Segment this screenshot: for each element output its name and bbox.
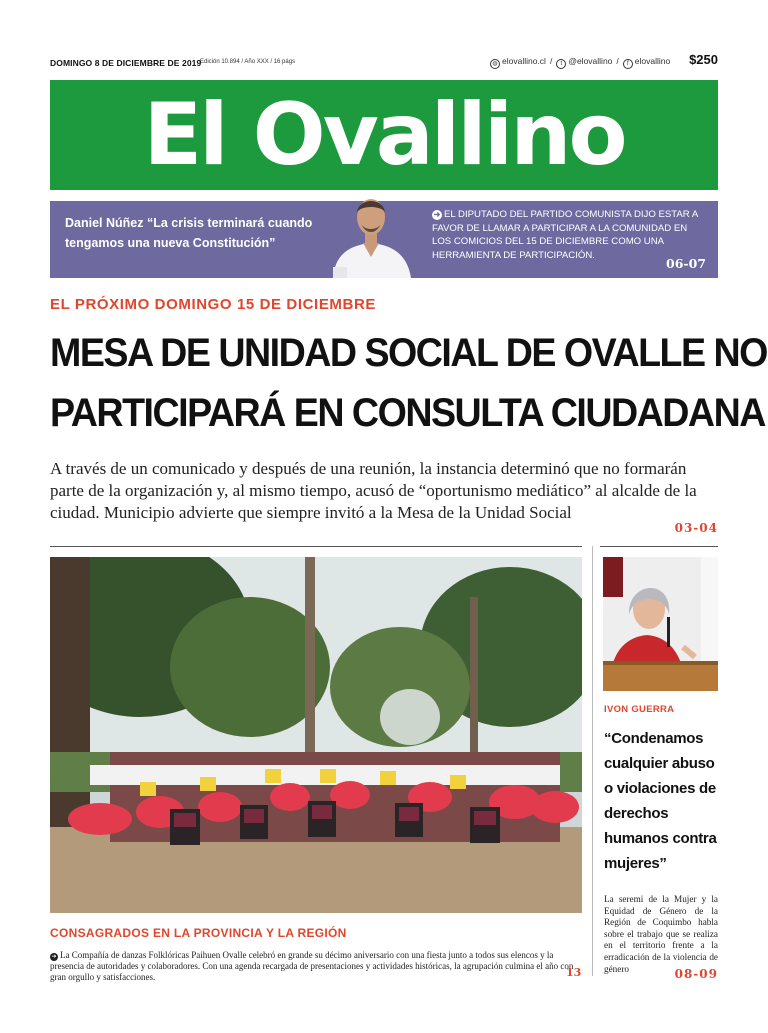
photo-story-page: 13	[566, 966, 582, 979]
promo-band[interactable]	[50, 201, 718, 278]
lead-kicker: EL PRÓXIMO DOMINGO 15 DE DICIEMBRE	[50, 296, 376, 313]
lead-summary: A través de un comunicado y después de una reunión, la instancia determinó que no formarán parte de la organización y, al mismo tiempo, acusó de “oportunismo mediático” al alcalde de la ciudad. Municipio advierte que siempre invitó a la Mesa de la Unidad Social	[50, 459, 697, 522]
price: $250	[689, 52, 718, 67]
side-story-text: La seremi de la Mujer y la Equidad de Género de la Región de Coquimbo habla sobre el trabajo que se realiza en el territorio frente a la erradicación de la violencia de género	[604, 894, 718, 974]
promo-pages: 06-07	[666, 256, 706, 271]
promo-description-text: EL DIPUTADO DEL PARTIDO COMUNISTA DIJO ESTAR A FAVOR DE LLAMAR A PARTICIPAR A LA COMUNIDAD EN LOS COMICIOS DEL 15 DE DICIEMBRE COMO UNA HERRAMIENTA DE PARTICIPACIÓN.	[432, 209, 698, 261]
newspaper-logo: El Ovallino	[143, 85, 625, 185]
twitter-icon: t	[556, 59, 566, 69]
side-story-name: IVON GUERRA	[604, 704, 675, 715]
photo-story-caption-text: La Compañía de danzas Folklóricas Paihuen Ovalle celebró en grande su décimo aniversario con una fiesta junto a todos sus elencos y la presencia de autoridades y colaboradores. Con una agenda recargada de presentaciones y actividades históricas, la agrupación culmina el año con gran orgullo y satisfacciones.	[50, 950, 574, 982]
column-divider	[592, 546, 593, 976]
twitter-handle[interactable]: @elovallino	[568, 56, 613, 66]
divider	[50, 546, 582, 547]
edition-info: Edición 10.894 / Año XXX / 16 págs	[200, 59, 296, 65]
facebook-handle[interactable]: elovallino	[634, 56, 671, 66]
headline-line-2: PARTICIPARÁ EN CONSULTA CIUDADANA	[50, 391, 765, 435]
lead-pages: 03-04	[674, 521, 718, 535]
lead-headline[interactable]	[50, 323, 767, 443]
website-link[interactable]: elovallino.cl	[502, 56, 546, 66]
separator: /	[616, 56, 619, 66]
side-story-pages: 08-09	[674, 967, 718, 981]
folk-dance-group-photo[interactable]	[50, 557, 582, 913]
arrow-right-icon: ➜	[433, 210, 441, 219]
portrait-photo	[325, 187, 417, 278]
photo-story-title[interactable]: CONSAGRADOS EN LA PROVINCIA Y LA REGIÓN	[50, 926, 347, 940]
top-bar	[50, 52, 718, 73]
side-story-quote[interactable]: “Condenamos cualquier abuso o violaciones de derechos humanos contra mujeres”	[604, 730, 717, 872]
facebook-icon: f	[623, 59, 633, 69]
photo-story-caption	[50, 950, 586, 983]
issue-date: DOMINGO 8 DE DICIEMBRE DE 2019	[50, 58, 202, 68]
masthead	[50, 80, 718, 190]
social-links	[490, 56, 670, 69]
headline-line-1: MESA DE UNIDAD SOCIAL DE OVALLE NO	[50, 331, 767, 375]
speaker-photo[interactable]	[603, 557, 718, 691]
globe-icon: ◍	[490, 59, 500, 69]
promo-description	[432, 208, 707, 262]
divider	[600, 546, 718, 547]
separator: /	[549, 56, 553, 66]
promo-quote: Daniel Núñez “La crisis terminará cuando tengamos una nueva Constitución”	[65, 216, 313, 250]
arrow-right-icon: ➜	[51, 954, 57, 960]
